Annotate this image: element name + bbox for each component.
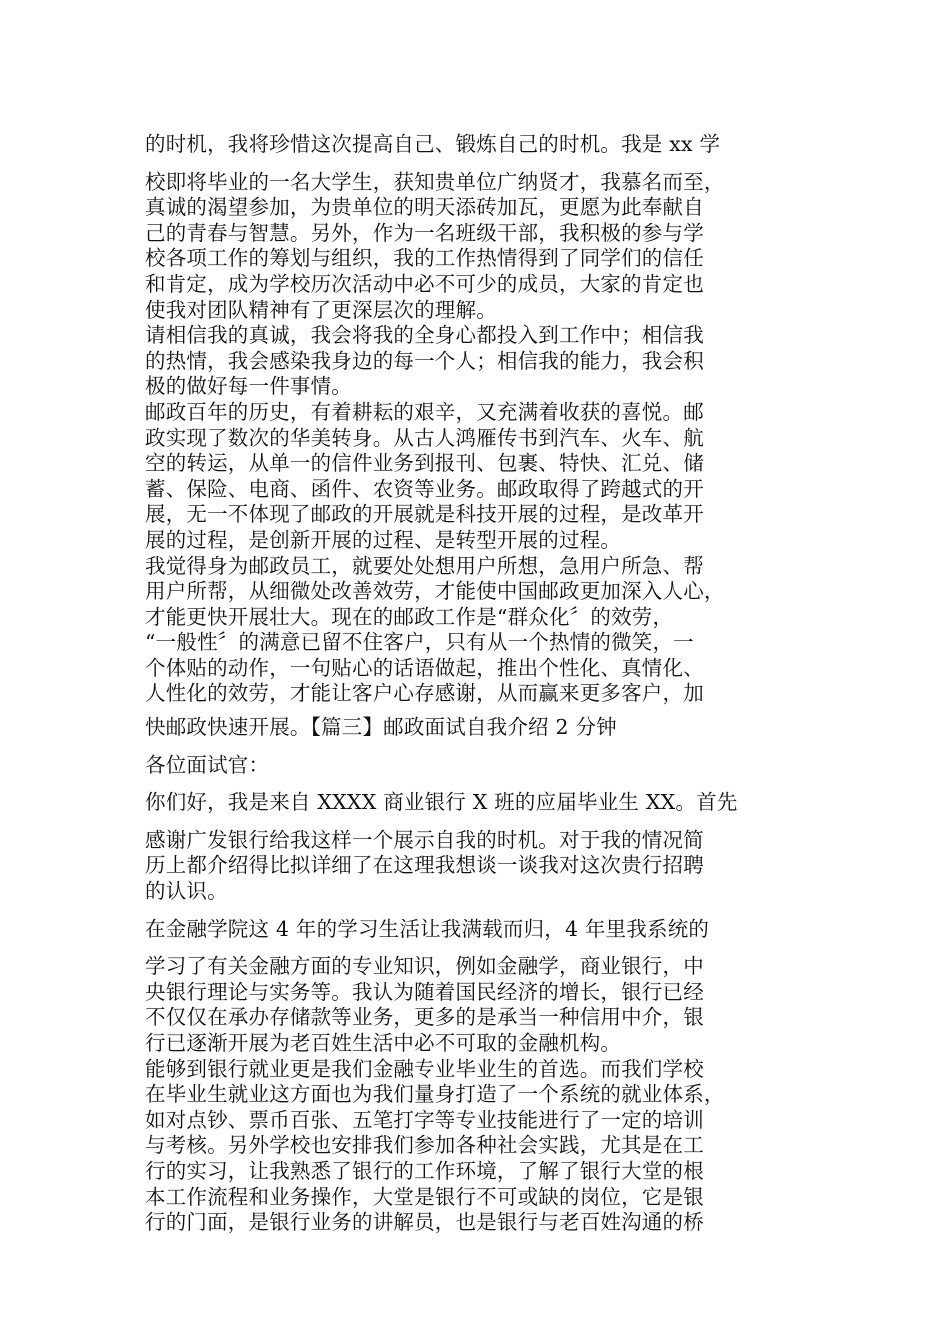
line-spacer	[145, 778, 825, 790]
text-line: 学习了有关金融方面的专业知识，例如金融学，商业银行，中	[145, 954, 704, 979]
text-line: “一般性〞的满意已留不住客户，只有从一个热情的微笑，一	[145, 630, 694, 655]
text-line: 行的实习，让我熟悉了银行的工作环境，了解了银行大堂的根	[145, 1158, 704, 1183]
text-line: 人性化的效劳，才能让客户心存感谢，从而赢来更多客户，加	[145, 681, 704, 706]
text-line: 才能更快开展壮大。现在的邮政工作是“群众化〞的效劳，	[145, 604, 674, 629]
text-line: 在毕业生就业这方面也为我们量身打造了一个系统的就业体系，	[145, 1082, 725, 1107]
line-spacer	[145, 905, 825, 917]
text-line: 极的做好每一件事情。	[145, 374, 352, 399]
text-line: 展，无一不体现了邮政的开展就是科技开展的过程，是改革开	[145, 502, 704, 527]
text-line: 请相信我的真诚，我会将我的全身心都投入到工作中；相信我	[145, 323, 704, 348]
text-line: 的认识。	[145, 879, 228, 904]
text-line: 行的门面，是银行业务的讲解员，也是银行与老百姓沟通的桥	[145, 1210, 704, 1235]
text-line: 历上都介绍得比拟详细了在这理我想谈一谈我对这次贵行招聘	[145, 853, 704, 878]
text-line: 在金融学院这 4 年的学习生活让我满载而归，4 年里我系统的	[145, 916, 710, 941]
document-body	[145, 132, 825, 1236]
text-line: 如对点钞、票币百张、五笔打字等专业技能进行了一定的培训	[145, 1107, 704, 1132]
text-line: 的热情，我会感染我身边的每一个人；相信我的能力，我会积	[145, 348, 704, 373]
text-line: 使我对团队精神有了更深层次的理解。	[145, 297, 497, 322]
text-line: 己的青春与智慧。另外，作为一名班级干部，我积极的参与学	[145, 220, 704, 245]
line-spacer	[145, 816, 825, 828]
text-line: 本工作流程和业务操作，大堂是银行不可或缺的岗位，它是银	[145, 1184, 704, 1209]
text-line: 真诚的渴望参加，为贵单位的明天添砖加瓦，更愿为此奉献自	[145, 195, 704, 220]
text-line: 快邮政快速开展。【篇三】邮政面试自我介绍 2 分钟	[145, 715, 617, 740]
text-line: 与考核。另外学校也安排我们参加各种社会实践，尤其是在工	[145, 1133, 704, 1158]
text-line: 展的过程，是创新开展的过程、是转型开展的过程。	[145, 527, 622, 552]
text-line: 的时机，我将珍惜这次提高自己、锻炼自己的时机。我是 xx 学	[145, 132, 721, 156]
text-line: 政实现了数次的华美转身。从古人鸿雁传书到汽车、火车、航	[145, 425, 704, 450]
line-spacer	[145, 741, 825, 753]
text-line: 行已逐渐开展为老百姓生活中必不可取的金融机构。	[145, 1031, 622, 1055]
text-line: 你们好，我是来自 XXXX 商业银行 X 班的应届毕业生 XX。首先	[145, 790, 738, 815]
line-spacer	[145, 942, 825, 954]
text-line: 感谢广发银行给我这样一个展示自我的时机。对于我的情况简	[145, 827, 704, 852]
text-line: 校即将毕业的一名大学生，获知贵单位广纳贤才，我慕名而至，	[145, 169, 725, 194]
text-line: 不仅仅在承办存储款等业务，更多的是承当一种信用中介，银	[145, 1005, 704, 1030]
text-line: 央银行理论与实务等。我认为随着国民经济的增长，银行已经	[145, 979, 704, 1004]
text-line: 校各项工作的筹划与组织，我的工作热情得到了同学们的信任	[145, 246, 704, 271]
line-spacer	[145, 707, 825, 715]
text-line: 空的转运，从单一的信件业务到报刊、包裹、特快、汇兑、储	[145, 451, 704, 476]
text-line: 各位面试官：	[145, 752, 270, 777]
text-line: 我觉得身为邮政员工，就要处处想用户所想，急用户所急、帮	[145, 553, 704, 578]
text-line: 用户所帮，从细微处改善效劳，才能使中国邮政更加深入人心，	[145, 579, 725, 604]
line-spacer	[145, 158, 825, 170]
text-line: 个体贴的动作，一句贴心的话语做起，推出个性化、真情化、	[145, 655, 704, 680]
text-line: 能够到银行就业更是我们金融专业毕业生的首选。而我们学校	[145, 1056, 704, 1081]
text-line: 和肯定，成为学校历次活动中必不可少的成员，大家的肯定也	[145, 271, 704, 296]
text-line: 蓄、保险、电商、函件、农资等业务。邮政取得了跨越式的开	[145, 476, 704, 501]
text-line: 邮政百年的历史，有着耕耘的艰辛，又充满着收获的喜悦。邮	[145, 399, 704, 424]
